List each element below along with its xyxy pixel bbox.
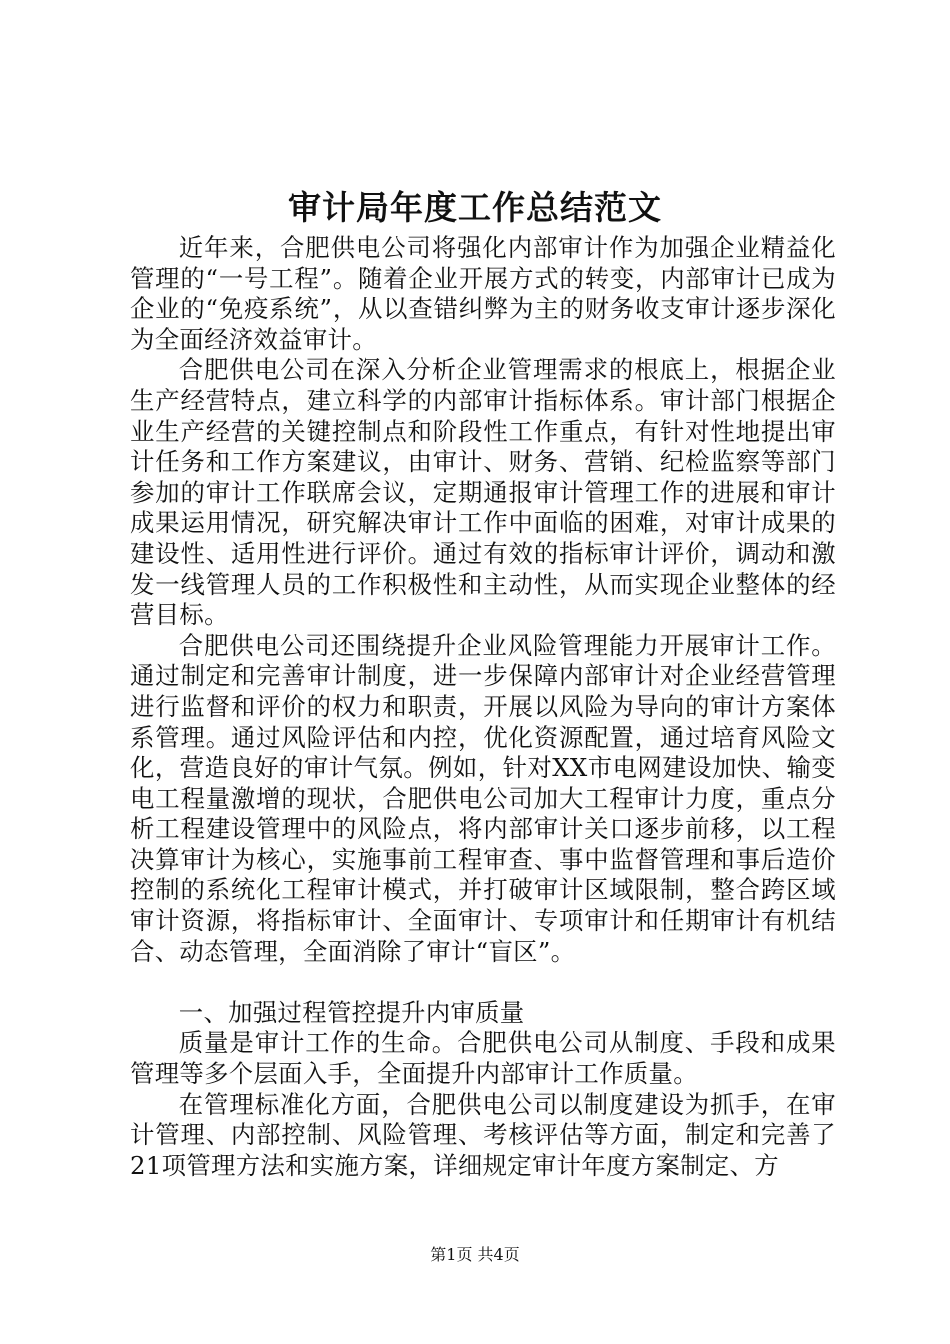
section-heading-1: 一、加强过程管控提升内审质量	[178, 997, 525, 1027]
paragraph-indicator-system: 合肥供电公司在深入分析企业管理需求的根底上，根据企业生产经营特点，建立科学的内部审计指标体系。审计部门根据企业生产经营的关键控制点和阶段性工作重点，有针对性地提出审计任务和工作方案建议，由审计、财务、营销、纪检监察等部门参加的审计工作联席会议，定期通报审计管理工作的进展和审计成果运用情况，研究解决审计工作中面临的困难，对审计成果的建设性、适用性进行评价。通过有效的指标审计评价，调动和激发一线管理人员的工作积极性和主动性，从而实现企业整体的经营目标。	[130, 355, 836, 630]
page-footer: 第1页 共4页	[430, 1245, 520, 1264]
document-title: 审计局年度工作总结范文	[288, 188, 662, 227]
document-body	[130, 233, 836, 1181]
paragraph-risk-management: 合肥供电公司还围绕提升企业风险管理能力开展审计工作。通过制定和完善审计制度，进一步保障内部审计对企业经营管理进行监督和评价的权力和职责，开展以风险为导向的审计方案体系管理。通过风险评估和内控，优化资源配置，通过培育风险文化，营造良好的审计气氛。例如，针对XX市电网建设加快、输变电工程量激增的现状，合肥供电公司加大工程审计力度，重点分析工程建设管理中的风险点，将内部审计关口逐步前移，以工程决算审计为核心，实施事前工程审查、事中监督管理和事后造价控制的系统化工程审计模式，并打破审计区域限制，整合跨区域审计资源，将指标审计、全面审计、专项审计和任期审计有机结合、动态管理，全面消除了审计“盲区”。	[130, 630, 836, 966]
paragraph-intro: 近年来，合肥供电公司将强化内部审计作为加强企业精益化管理的“一号工程”。随着企业开展方式的转变，内部审计已成为企业的“免疫系统”，从以查错纠弊为主的财务收支审计逐步深化为全面经济效益审计。	[130, 233, 836, 354]
paragraph-quality: 质量是审计工作的生命。合肥供电公司从制度、手段和成果管理等多个层面入手，全面提升内部审计工作质量。	[130, 1028, 836, 1089]
paragraph-standardization: 在管理标准化方面，合肥供电公司以制度建设为抓手，在审计管理、内部控制、风险管理、考核评估等方面，制定和完善了21项管理方法和实施方案，详细规定审计年度方案制定、方	[130, 1089, 836, 1180]
